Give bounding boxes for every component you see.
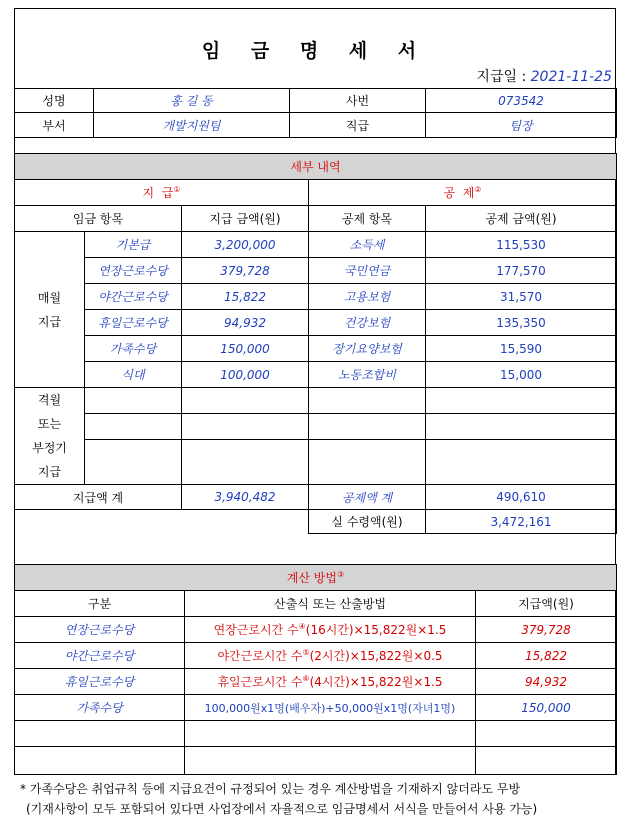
- deductions-header: 공 제②: [309, 180, 617, 206]
- col-pay-amount: 지급 금액(원): [182, 206, 309, 232]
- pay-item: 식대: [85, 362, 182, 388]
- empty-cell: [15, 510, 309, 534]
- calc-category: 연장근로수당: [15, 617, 185, 643]
- empty-cell: [309, 388, 426, 414]
- empty-cell: [182, 388, 309, 414]
- ded-item: 고용보험: [309, 284, 426, 310]
- calc-col-amount: 지급액(원): [476, 591, 617, 617]
- col-pay-item: 임금 항목: [15, 206, 182, 232]
- monthly-label: 매월 지급: [15, 232, 85, 388]
- pay-amount: 379,728: [182, 258, 309, 284]
- pay-date: [476, 66, 612, 86]
- ded-amount: 135,350: [426, 310, 617, 336]
- total-pay-label: 지급액 계: [15, 485, 182, 510]
- calc-formula: 연장근로시간 수④(16시간)×15,822원×1.5: [185, 617, 476, 643]
- pay-amount: 100,000: [182, 362, 309, 388]
- total-pay: 3,940,482: [182, 485, 309, 510]
- employee-info-table: [14, 88, 617, 138]
- empty-cell: [426, 388, 617, 414]
- calc-col-formula: 산출식 또는 산출방법: [185, 591, 476, 617]
- footnote-1: * 가족수당은 취업규칙 등에 지급요건이 규정되어 있는 경우 계산방법을 기재하지 않더라도 무방: [20, 782, 521, 796]
- empty-cell: [15, 721, 185, 747]
- name-label: 성명: [15, 89, 94, 113]
- calc-header: 계산 방법③: [15, 565, 617, 591]
- ded-amount: 31,570: [426, 284, 617, 310]
- empty-cell: [476, 721, 617, 747]
- calc-table: [14, 564, 617, 775]
- position-label: 직급: [290, 113, 426, 138]
- calc-amount: 94,932: [476, 669, 617, 695]
- dept-label: 부서: [15, 113, 94, 138]
- ded-amount: 177,570: [426, 258, 617, 284]
- empty-cell: [85, 414, 182, 440]
- empty-cell: [15, 747, 185, 775]
- ded-amount: 15,590: [426, 336, 617, 362]
- calc-category: 야간근로수당: [15, 643, 185, 669]
- payments-header: 지 급①: [15, 180, 309, 206]
- empty-cell: [185, 721, 476, 747]
- pay-item: 기본급: [85, 232, 182, 258]
- pay-date-value: 2021-11-25: [530, 69, 612, 85]
- calc-formula: 야간근로시간 수⑤(2시간)×15,822원×0.5: [185, 643, 476, 669]
- detail-header: 세부 내역: [15, 154, 617, 180]
- irregular-label: 격월 또는 부정기 지급: [15, 388, 85, 485]
- department: 개발지원팀: [94, 113, 290, 138]
- ded-item: 국민연금: [309, 258, 426, 284]
- pay-amount: 94,932: [182, 310, 309, 336]
- employee-number: 073542: [426, 89, 617, 113]
- employee-name: 홍 길 동: [94, 89, 290, 113]
- ded-amount: 15,000: [426, 362, 617, 388]
- pay-item: 휴일근로수당: [85, 310, 182, 336]
- calc-category: 가족수당: [15, 695, 185, 721]
- ded-item: 노동조합비: [309, 362, 426, 388]
- pay-amount: 3,200,000: [182, 232, 309, 258]
- ded-item: 장기요양보험: [309, 336, 426, 362]
- col-ded-amount: 공제 금액(원): [426, 206, 617, 232]
- pay-date-label: 지급일 :: [476, 69, 531, 85]
- calc-amount: 15,822: [476, 643, 617, 669]
- empty-cell: [185, 747, 476, 775]
- ded-amount: 115,530: [426, 232, 617, 258]
- ded-item: 건강보험: [309, 310, 426, 336]
- net-pay-label: 실 수령액(원): [309, 510, 426, 534]
- detail-table: [14, 153, 617, 534]
- position: 팀장: [426, 113, 617, 138]
- footnote-2: (기재사항이 모두 포함되어 있다면 사업장에서 자율적으로 임금명세서 서식을 만들어서 사용 가능): [26, 802, 538, 816]
- calc-col-category: 구분: [15, 591, 185, 617]
- col-ded-item: 공제 항목: [309, 206, 426, 232]
- pay-item: 가족수당: [85, 336, 182, 362]
- emp-no-label: 사번: [290, 89, 426, 113]
- total-ded-label: 공제액 계: [309, 485, 426, 510]
- ded-item: 소득세: [309, 232, 426, 258]
- calc-amount: 150,000: [476, 695, 617, 721]
- empty-cell: [309, 414, 426, 440]
- document-title: 임 금 명 세 서: [201, 40, 429, 62]
- pay-amount: 150,000: [182, 336, 309, 362]
- empty-cell: [426, 414, 617, 440]
- empty-cell: [182, 414, 309, 440]
- pay-item: 연장근로수당: [85, 258, 182, 284]
- pay-item: 야간근로수당: [85, 284, 182, 310]
- empty-cell: [426, 440, 617, 485]
- total-ded: 490,610: [426, 485, 617, 510]
- calc-formula: 휴일근로시간 수⑥(4시간)×15,822원×1.5: [185, 669, 476, 695]
- net-pay: 3,472,161: [426, 510, 617, 534]
- empty-cell: [85, 440, 182, 485]
- calc-amount: 379,728: [476, 617, 617, 643]
- empty-cell: [182, 440, 309, 485]
- pay-amount: 15,822: [182, 284, 309, 310]
- empty-cell: [476, 747, 617, 775]
- calc-formula: 100,000원x1명(배우자)+50,000원x1명(자녀1명): [185, 695, 476, 721]
- empty-cell: [85, 388, 182, 414]
- empty-cell: [309, 440, 426, 485]
- calc-category: 휴일근로수당: [15, 669, 185, 695]
